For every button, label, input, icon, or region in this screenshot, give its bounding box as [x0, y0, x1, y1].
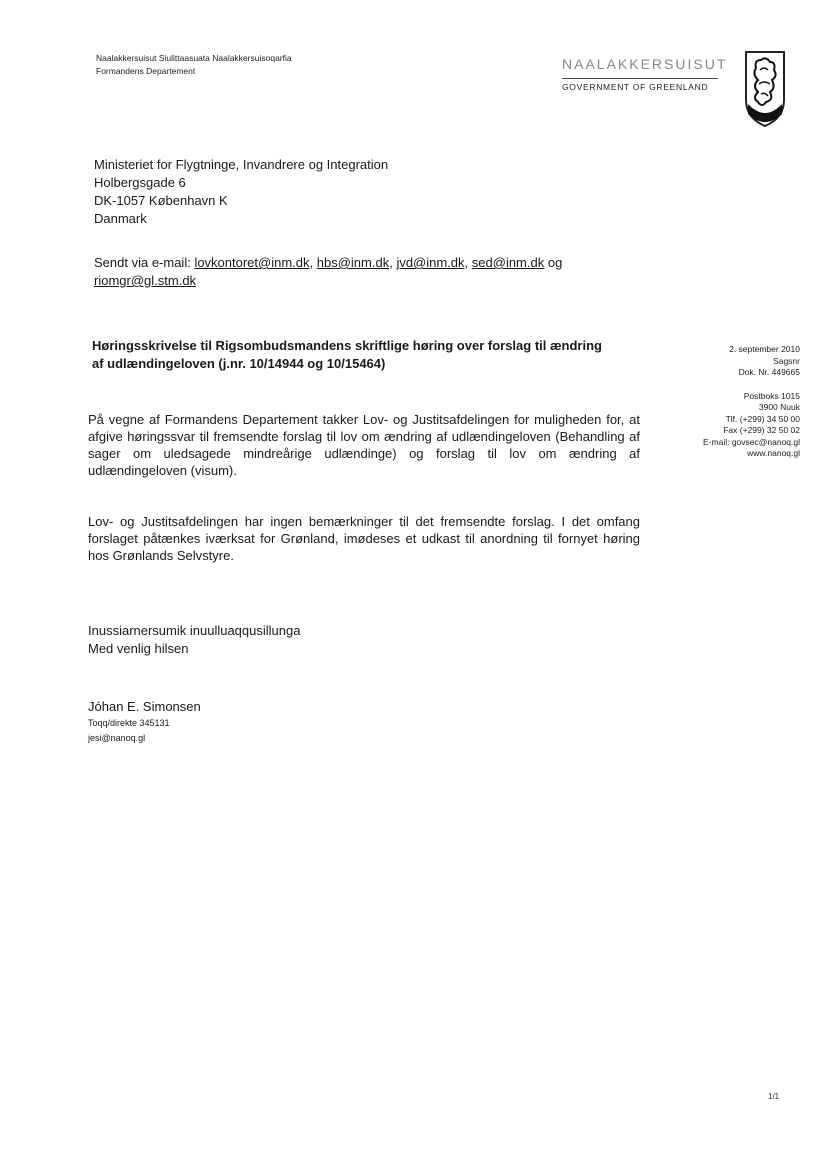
email-separator: , [464, 255, 472, 270]
email-link-jvd[interactable]: jvd@inm.dk [396, 255, 465, 270]
postbox: Postboks 1015 [743, 390, 800, 401]
document-number: Dok. Nr. 449665 [738, 367, 800, 377]
header-divider [562, 78, 718, 79]
closing-greenlandic: Inussiarnersumik inuulluaqqusillunga [88, 623, 301, 638]
case-number-label: Sagsnr [773, 355, 800, 366]
email-link-riomgr[interactable]: riomgr@gl.stm.dk [94, 273, 197, 288]
sent-via-email-line [94, 254, 646, 290]
greenland-coat-of-arms-icon [744, 48, 786, 128]
recipient-ministry: Ministeriet for Flygtninge, Invandrere og Integration [94, 157, 389, 172]
website: www.nanoq.gl [747, 448, 800, 458]
closing-danish: Med venlig hilsen [88, 641, 189, 656]
recipient-street: Holbergsgade 6 [94, 175, 186, 190]
recipient-postcode-city: DK-1057 København K [94, 193, 228, 208]
body-paragraph-2: Lov- og Justitsafdelingen har ingen bemærkninger til det fremsendte forslag. I det omfang forslaget påtænkes iværksat for Grønland, imødeses et udkast til anordning til fornyet høring hos Grønlands Selvstyre. [88, 514, 640, 563]
email-link-lovkontoret[interactable]: lovkontoret@inm.dk [194, 255, 310, 270]
letter-subject: Høringsskrivelse til Rigsombudsmandens skriftlige høring over forslag til ændring af udlændingeloven (j.nr. 10/14944 og 10/15464) [92, 338, 602, 371]
email-link-hbs[interactable]: hbs@inm.dk [316, 255, 390, 270]
phone-number: Tlf. (+299) 34 50 00 [725, 413, 800, 424]
sender-organization [96, 52, 292, 78]
postal-city: 3900 Nuuk [758, 402, 800, 412]
signer-direct-phone: Toqq/direkte 345131 [88, 718, 170, 728]
recipient-address [94, 156, 388, 228]
signature-block [88, 698, 201, 746]
closing-greeting [88, 622, 300, 658]
body-paragraph-1: På vegne af Formandens Departement takker Lov- og Justitsafdelingen for muligheden for, at afgive høringssvar til fremsendte forslag til lov om ændring af udlændingeloven (Behandling af sager om uledsagede mindreårige udlændinge) og forslag til lov om ændring af udlændingeloven (visum). [88, 412, 640, 478]
letter-date: 2. september 2010 [729, 344, 800, 354]
org-department: Formandens Departement [96, 66, 196, 76]
fax-number: Fax (+299) 32 50 02 [723, 425, 800, 435]
email-separator: , [309, 255, 317, 270]
org-name-greenlandic: Naalakkersuisut Siulittaasuata Naalakkersuisoqarfia [96, 53, 292, 63]
contact-email: E-mail: govsec@nanoq.gl [703, 436, 800, 447]
government-subtitle: GOVERNMENT OF GREENLAND [562, 82, 709, 92]
email-separator: , [389, 255, 397, 270]
email-conjunction: og [544, 255, 563, 270]
government-name: NAALAKKERSUISUT [562, 56, 728, 72]
spacer [640, 379, 800, 391]
sent-via-label: Sendt via e-mail: [94, 255, 195, 270]
sender-details-column [640, 344, 800, 460]
signer-name: Jóhan E. Simonsen [88, 699, 201, 714]
email-link-sed[interactable]: sed@inm.dk [471, 255, 545, 270]
recipient-country: Danmark [94, 211, 147, 226]
page-number: 1/1 [768, 1092, 780, 1101]
signer-email: jesi@nanoq.gl [88, 733, 146, 743]
